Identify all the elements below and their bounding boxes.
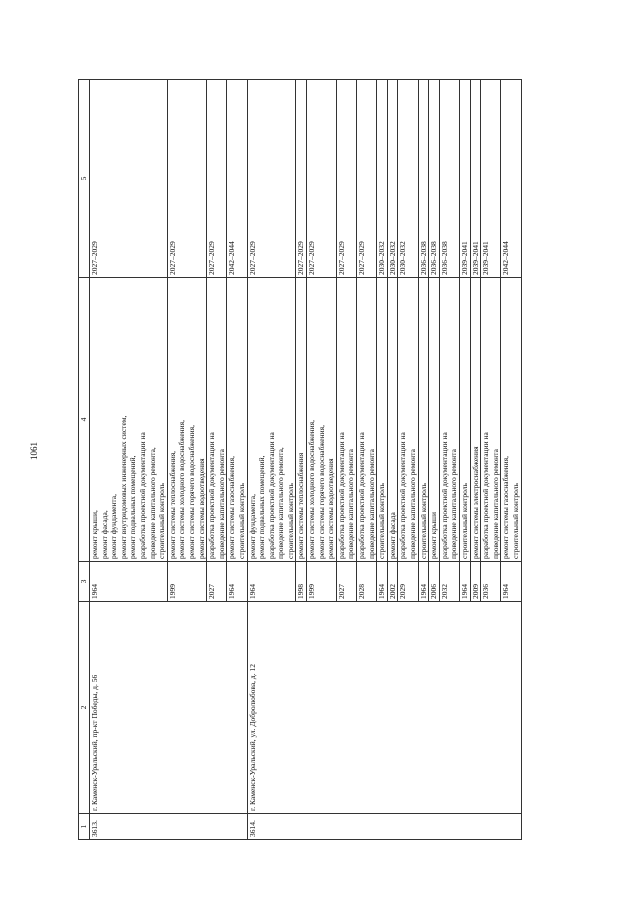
- work-cell: [481, 278, 501, 562]
- work-line: ремонт системы горячего водоснабжения,: [316, 425, 326, 559]
- period-cell: 2039–2041: [470, 80, 481, 278]
- work-line: проведение капитального ремонта,: [147, 447, 157, 559]
- work-line: проведение капитального ремонта,: [276, 447, 286, 559]
- work-line: разработка проектной документации на: [398, 432, 408, 559]
- year-cell: 2036: [481, 562, 501, 602]
- year-cell: 2006: [429, 562, 440, 602]
- work-cell: [247, 278, 296, 562]
- work-line: строительный контроль: [157, 483, 167, 559]
- work-cell: [357, 278, 377, 562]
- period-cell: 2030–2032: [387, 80, 398, 278]
- year-cell: 2027: [207, 562, 227, 602]
- work-line: ремонт фундамента,: [109, 494, 119, 559]
- work-line: ремонт внутридомовых инженерных систем,: [118, 415, 128, 559]
- work-line: ремонт фасада,: [99, 510, 109, 559]
- work-cell: [207, 278, 227, 562]
- work-line: проведение капитального ремонта: [366, 449, 376, 559]
- work-cell: [501, 278, 521, 562]
- header-cell: 1: [79, 814, 90, 840]
- period-cell: 2027–2029: [336, 80, 356, 278]
- work-line: ремонт системы газоснабжения,: [227, 455, 237, 559]
- year-cell: 2029: [398, 562, 418, 602]
- work-line: ремонт системы водоотведения: [196, 458, 206, 559]
- work-cell: [387, 278, 398, 562]
- work-line: проведение капитального ремонта: [449, 449, 459, 559]
- work-line: ремонт крыши,: [90, 510, 99, 559]
- repair-schedule-table: [78, 79, 522, 840]
- period-cell: 2030–2032: [398, 80, 418, 278]
- work-cell: [429, 278, 440, 562]
- work-line: строительный контроль: [459, 483, 469, 559]
- work-cell: [439, 278, 459, 562]
- work-line: разработка проектной документации на: [137, 432, 147, 559]
- address-cell: г. Каменск-Уральский, ул. Добролюбова, д. 12: [247, 602, 521, 814]
- work-cell: [418, 278, 429, 562]
- year-cell: 2002: [387, 562, 398, 602]
- header-cell: 2: [79, 602, 90, 814]
- work-cell: [227, 278, 247, 562]
- work-line: ремонт системы теплоснабжения,: [167, 450, 177, 559]
- year-cell: 1964: [227, 562, 247, 602]
- year-cell: 1998: [296, 562, 307, 602]
- period-cell: 2042–2044: [227, 80, 247, 278]
- year-cell: 2028: [357, 562, 377, 602]
- work-line: ремонт подвальных помещений,: [128, 455, 138, 559]
- work-line: ремонт фасада: [387, 512, 397, 559]
- rotated-table-wrapper: [78, 80, 598, 840]
- work-cell: [167, 278, 206, 562]
- work-line: строительный контроль: [510, 483, 520, 559]
- work-line: ремонт системы газоснабжения,: [501, 455, 511, 559]
- period-cell: 2027–2029: [307, 80, 337, 278]
- work-line: разработка проектной документации на: [439, 432, 449, 559]
- work-cell: [398, 278, 418, 562]
- work-line: ремонт системы холодного водоснабжения,: [307, 419, 317, 559]
- work-line: проведение капитального ремонта: [216, 449, 226, 559]
- work-line: ремонт системы электроснабжения: [470, 446, 480, 559]
- year-cell: 1964: [418, 562, 429, 602]
- work-cell: [470, 278, 481, 562]
- work-line: строительный контроль: [377, 483, 387, 559]
- header-cell: 4: [79, 278, 90, 562]
- period-cell: 2027–2029: [207, 80, 227, 278]
- work-line: разработка проектной документации на: [266, 432, 276, 559]
- work-line: ремонт системы теплоснабжения: [296, 452, 306, 559]
- work-line: разработка проектной документации на: [481, 432, 491, 559]
- work-line: строительный контроль: [418, 483, 428, 559]
- year-cell: 2027: [336, 562, 356, 602]
- entry-number: 3614.: [247, 814, 521, 840]
- table-row: [247, 80, 296, 840]
- work-cell: [377, 278, 388, 562]
- header-row: [79, 80, 90, 840]
- year-cell: 1964: [459, 562, 470, 602]
- work-cell: [307, 278, 337, 562]
- work-line: ремонт системы водоотведения: [326, 458, 336, 559]
- year-cell: 1964: [90, 562, 168, 602]
- work-line: ремонт фундамента,: [247, 494, 257, 559]
- period-cell: 2036–2038: [418, 80, 429, 278]
- work-line: ремонт системы горячего водоснабжения,: [186, 425, 196, 559]
- year-cell: 1999: [167, 562, 206, 602]
- table-row: [90, 80, 168, 840]
- period-cell: 2027–2029: [167, 80, 206, 278]
- year-cell: 1964: [501, 562, 521, 602]
- page-number: 1061: [29, 442, 39, 460]
- header-cell: 5: [79, 80, 90, 278]
- work-line: ремонт подвальных помещений,: [257, 455, 267, 559]
- work-line: разработка проектной документации на: [357, 432, 367, 559]
- work-line: строительный контроль: [285, 483, 295, 559]
- header-cell: 3: [79, 562, 90, 602]
- address-cell: г. Каменск-Уральский, пр-кт Победы, д. 56: [90, 602, 248, 814]
- period-cell: 2030–2032: [377, 80, 388, 278]
- period-cell: 2036–2038: [439, 80, 459, 278]
- work-line: проведение капитального ремонта: [346, 449, 356, 559]
- period-cell: 2027–2029: [90, 80, 168, 278]
- period-cell: 2036–2038: [429, 80, 440, 278]
- period-cell: 2027–2029: [247, 80, 296, 278]
- year-cell: 2032: [439, 562, 459, 602]
- work-line: строительный контроль: [236, 483, 246, 559]
- year-cell: 1964: [377, 562, 388, 602]
- work-line: разработка проектной документации на: [207, 432, 217, 559]
- entry-number: 3613.: [90, 814, 248, 840]
- work-line: проведение капитального ремонта: [408, 449, 417, 559]
- work-line: ремонт крыши: [429, 512, 439, 559]
- year-cell: 2009: [470, 562, 481, 602]
- year-cell: 1964: [247, 562, 296, 602]
- work-line: ремонт системы холодного водоснабжения,: [177, 419, 187, 559]
- work-line: разработка проектной документации на: [336, 432, 346, 559]
- period-cell: 2027–2029: [296, 80, 307, 278]
- period-cell: 2039–2041: [459, 80, 470, 278]
- period-cell: 2039–2041: [481, 80, 501, 278]
- work-cell: [296, 278, 307, 562]
- work-cell: [336, 278, 356, 562]
- period-cell: 2042–2044: [501, 80, 521, 278]
- period-cell: 2027–2029: [357, 80, 377, 278]
- work-line: проведение капитального ремонта: [490, 449, 500, 559]
- work-cell: [459, 278, 470, 562]
- work-cell: [90, 278, 168, 562]
- year-cell: 1999: [307, 562, 337, 602]
